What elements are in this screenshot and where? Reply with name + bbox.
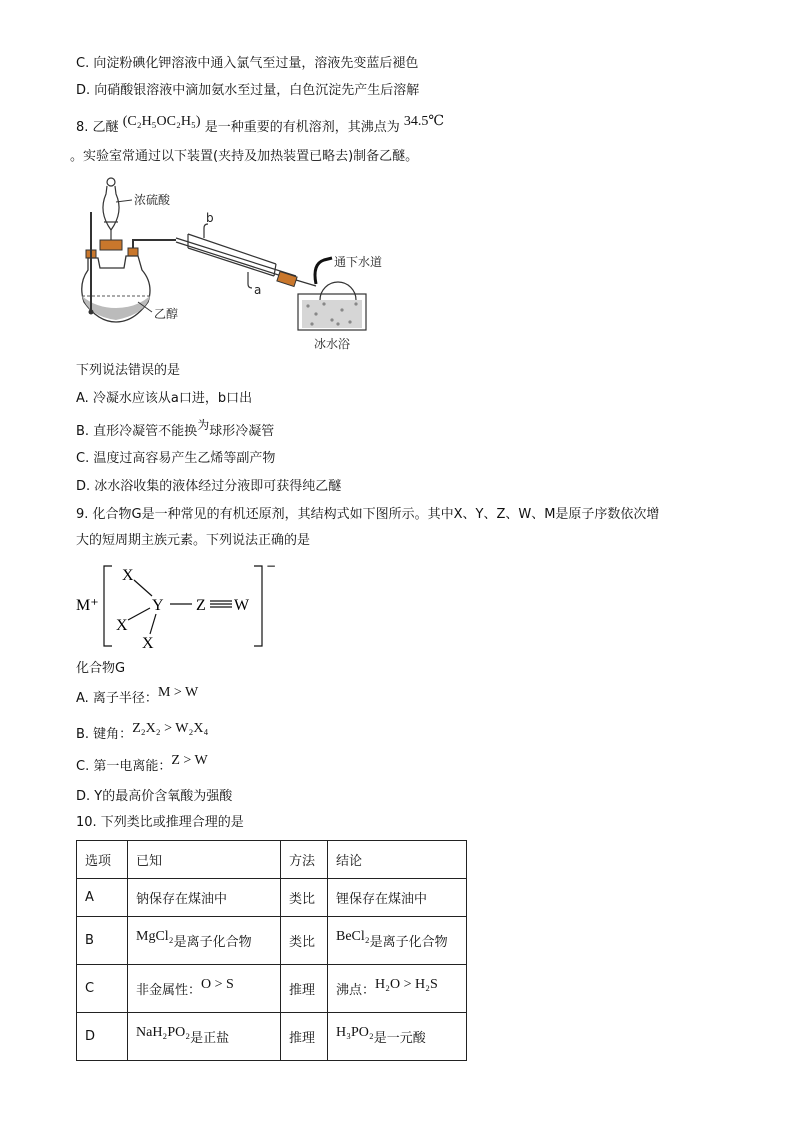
q9-option-b-math: Z₂X₂ > W₂X₄ bbox=[132, 721, 209, 736]
known-formula: O > S bbox=[201, 976, 234, 992]
q7-option-c: C. 向淀粉碘化钾溶液中通入氯气至过量，溶液先变蓝后褪色 bbox=[76, 56, 419, 71]
q9-stem-line2: 大的短周期主族元素。下列说法正确的是 bbox=[76, 533, 311, 548]
conclusion-text: 是离子化合物 bbox=[369, 934, 448, 950]
row-conclusion bbox=[328, 1013, 467, 1061]
conclusion-formula: H₃PO₂ bbox=[336, 1024, 374, 1040]
struct-m: M⁺ bbox=[76, 597, 99, 614]
q9-option-a bbox=[76, 685, 199, 708]
stopper-right bbox=[128, 248, 138, 256]
known-text: 钠保存在煤油中 bbox=[136, 892, 228, 907]
q8-option-d: D. 冰水浴收集的液体经过分液即可获得纯乙醚 bbox=[76, 479, 342, 494]
label-ethanol: 乙醇 bbox=[154, 307, 179, 321]
label-inlet-a: a bbox=[254, 283, 262, 297]
q8-option-c: C. 温度过高容易产生乙烯等副产物 bbox=[76, 451, 276, 466]
q7-option-d: D. 向硝酸银溶液中滴加氨水至过量，白色沉淀先产生后溶解 bbox=[76, 83, 420, 98]
table-header-row bbox=[77, 841, 467, 879]
row-known bbox=[128, 965, 281, 1013]
row-method: 类比 bbox=[281, 917, 328, 965]
header-method: 方法 bbox=[281, 841, 328, 879]
q8-option-b-wei: 为 bbox=[197, 418, 210, 432]
row-method: 推理 bbox=[281, 1013, 328, 1061]
drain-tube bbox=[315, 258, 332, 284]
conclusion-formula: H₂O > H₂S bbox=[375, 976, 438, 992]
header-known: 已知 bbox=[128, 841, 281, 879]
struct-z: Z bbox=[196, 597, 206, 614]
struct-x-top: X bbox=[122, 567, 134, 584]
struct-y: Y bbox=[152, 597, 164, 614]
header-option: 选项 bbox=[77, 841, 128, 879]
known-text: 是离子化合物 bbox=[173, 934, 252, 950]
conclusion-text: 锂保存在煤油中 bbox=[336, 892, 428, 907]
row-method: 推理 bbox=[281, 965, 328, 1013]
q9-option-c-text: C. 第一电离能： bbox=[76, 759, 172, 774]
conclusion-formula: BeCl₂ bbox=[336, 928, 370, 944]
stopper-center bbox=[100, 240, 122, 250]
table-row bbox=[77, 1013, 467, 1061]
conclusion-text: 是一元酸 bbox=[373, 1030, 426, 1046]
q9-option-b-text: B. 键角： bbox=[76, 727, 133, 742]
struct-x-left: X bbox=[116, 617, 128, 634]
label-inlet-b: b bbox=[206, 211, 214, 225]
q9-option-c bbox=[76, 753, 208, 776]
q8-boiling-point: 34.5℃ bbox=[403, 114, 445, 129]
q9-stem-line1: 9. 化合物G是一种常见的有机还原剂，其结构式如下图所示。其中X、Y、Z、W、M是原子序数依次增 bbox=[76, 507, 660, 522]
row-method: 类比 bbox=[281, 879, 328, 917]
table-row bbox=[77, 965, 467, 1013]
q10-title: 10. 下列类比或推理合理的是 bbox=[76, 815, 244, 830]
adapter-stopper bbox=[277, 271, 297, 286]
q8-text1: 是一种重要的有机溶剂，其沸点为 bbox=[204, 120, 400, 135]
q8-option-b-pre: B. 直形冷凝管不能换 bbox=[76, 424, 198, 439]
row-known bbox=[128, 917, 281, 965]
q8-question: 下列说法错误的是 bbox=[76, 363, 181, 378]
row-option: C bbox=[77, 965, 128, 1013]
q9-option-c-math: Z > W bbox=[171, 753, 208, 768]
header-conclusion: 结论 bbox=[328, 841, 467, 879]
row-known bbox=[128, 879, 281, 917]
known-formula: NaH₂PO₂ bbox=[136, 1024, 191, 1040]
known-formula: MgCl₂ bbox=[136, 928, 174, 944]
table-row bbox=[77, 879, 467, 917]
struct-w: W bbox=[234, 597, 250, 614]
comparison-table bbox=[76, 840, 467, 1061]
conclusion-text: 沸点： bbox=[336, 982, 376, 998]
q9-option-d: D. Y的最高价含氧酸为强酸 bbox=[76, 789, 233, 804]
q9-option-b bbox=[76, 721, 209, 744]
q8-option-b bbox=[76, 418, 275, 441]
row-known bbox=[128, 1013, 281, 1061]
q8-option-a: A. 冷凝水应该从a口进，b口出 bbox=[76, 391, 253, 406]
row-option: A bbox=[77, 879, 128, 917]
q9-option-a-math: M > W bbox=[157, 685, 199, 700]
known-text: 是正盐 bbox=[190, 1030, 230, 1046]
row-option: D bbox=[77, 1013, 128, 1061]
struct-charge: − bbox=[266, 559, 277, 573]
q8-option-b-post: 球形冷凝管 bbox=[209, 424, 275, 439]
known-text: 非金属性： bbox=[136, 982, 202, 998]
row-conclusion bbox=[328, 917, 467, 965]
row-conclusion bbox=[328, 879, 467, 917]
q8-formula: (C₂H₅OC₂H₅) bbox=[122, 114, 201, 129]
table-row bbox=[77, 917, 467, 965]
q9-option-a-text: A. 离子半径： bbox=[76, 691, 158, 706]
label-drain: 通下水道 bbox=[334, 255, 383, 269]
flask-liquid bbox=[82, 296, 150, 320]
q8-stem-line2: 。实验室常通过以下装置(夹持及加热装置已略去)制备乙醚。 bbox=[70, 149, 419, 164]
delivery-tube bbox=[133, 240, 176, 248]
row-conclusion bbox=[328, 965, 467, 1013]
q8-number: 8. 乙醚 bbox=[76, 120, 119, 135]
apparatus-diagram bbox=[76, 172, 396, 352]
structure-diagram bbox=[76, 558, 286, 654]
q8-stem-line1 bbox=[76, 114, 445, 137]
dropping-funnel bbox=[103, 178, 119, 248]
label-ice-bath: 冰水浴 bbox=[314, 337, 351, 351]
row-option: B bbox=[77, 917, 128, 965]
struct-x-bottom: X bbox=[142, 635, 154, 652]
q9-caption: 化合物G bbox=[76, 661, 126, 676]
label-sulfuric-acid: 浓硫酸 bbox=[134, 193, 171, 207]
